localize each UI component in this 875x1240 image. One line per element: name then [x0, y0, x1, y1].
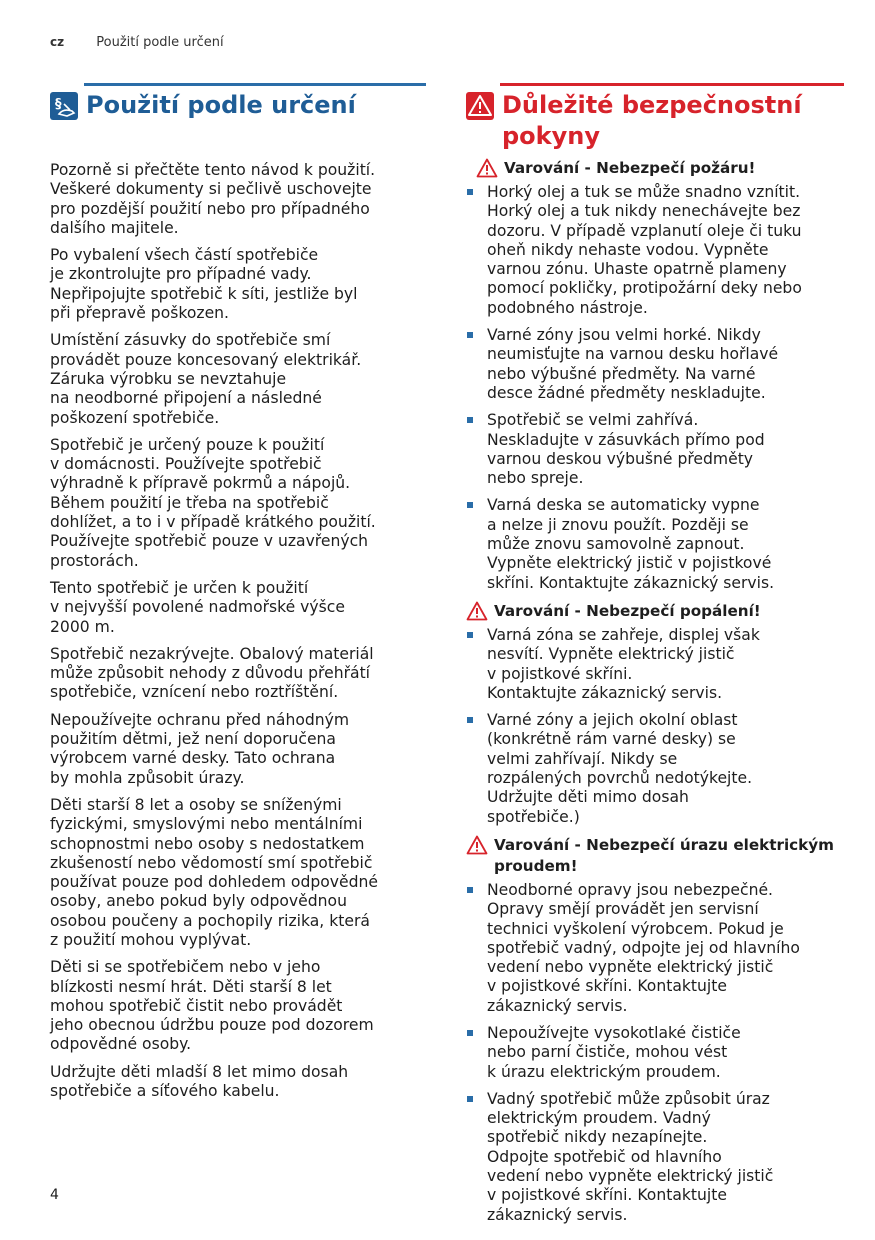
list-item: Nepoužívejte vysokotlaké čističe nebo parní čističe, mohou vést k úrazu elektrickým proudem.: [466, 1024, 844, 1082]
warning-triangle-icon: [476, 158, 498, 178]
list-item: Neodborné opravy jsou nebezpečné. Opravy smějí provádět jen servisní technici vyškolení výrobcem. Pokud je spotřebič vadný, odpojte jej od hlavního vedení nebo vypněte elektrický jistič v pojistkové skříni. Kontaktujte zákaznický servis.: [466, 881, 844, 1016]
page-header: [50, 35, 224, 50]
section-rule: [84, 83, 426, 86]
paragraph: Umístění zásuvky do spotřebiče smí provádět pouze koncesovaný elektrikář. Záruka výrobku se nevztahuje na neodborné připojení a následné poškození spotřebiče.: [50, 331, 362, 427]
warning-text: Varování - Nebezpečí požáru!: [504, 159, 756, 177]
list-item: Spotřebič se velmi zahřívá. Neskladujte v zásuvkách přímo pod varnou deskou výbušné předměty nebo spreje.: [466, 411, 844, 488]
warning-triangle-icon: [466, 92, 494, 120]
warning-text: Varování - Nebezpečí popálení!: [494, 601, 761, 620]
section-title: Důležité bezpečnostní pokyny: [502, 91, 802, 150]
running-title: Použití podle určení: [96, 35, 224, 50]
section-rule: [500, 83, 844, 86]
warning-electric-list: [466, 881, 844, 1225]
section-title: Použití podle určení: [86, 91, 356, 119]
usage-hand-icon: [50, 92, 78, 120]
warning-triangle-icon: [466, 601, 488, 621]
list-item: Varné zóny a jejich okolní oblast (konkrétně rám varné desky) se velmi zahřívají. Nikdy se rozpálených povrchů nedotýkejte. Udržujte děti mimo dosah spotřebiče.): [466, 711, 844, 827]
paragraph: Pozorně si přečtěte tento návod k použití. Veškeré dokumenty si pečlivě uschovejte pro pozdější použití nebo pro případného dalšího majitele.: [50, 161, 376, 237]
warning-electric: [466, 835, 844, 877]
page-number: 4: [50, 1187, 59, 1203]
paragraph: Děti si se spotřebičem nebo v jeho blízkosti nesmí hrát. Děti starší 8 let mohou spotřebič čistit nebo provádět jeho obecnou údržbu pouze pod dozorem odpovědné osoby.: [50, 958, 374, 1054]
list-item: Varná deska se automaticky vypne a nelze ji znovu použít. Později se může znovu samovolně zapnout. Vypněte elektrický jistič v pojistkové skříni. Kontaktujte zákaznický servis.: [466, 496, 844, 592]
warning-burn-list: [466, 626, 844, 827]
paragraph: Nepoužívejte ochranu před náhodným použitím dětmi, jež není doporučena výrobcem varné desky. Tato ochrana by mohla způsobit úrazy.: [50, 710, 350, 787]
warning-fire-list: [466, 183, 844, 593]
paragraph: Udržujte děti mladší 8 let mimo dosah spotřebiče a síťového kabelu.: [50, 1062, 349, 1101]
language-code: cz: [50, 35, 65, 49]
section-heading-usage: [50, 90, 426, 121]
svg-text:§: §: [55, 97, 62, 112]
left-column: [50, 83, 426, 1109]
warning-burn: [466, 601, 844, 622]
list-item: Varná zóna se zahřeje, displej však nesvítí. Vypněte elektrický jistič v pojistkové skříni. Kontaktujte zákaznický servis.: [466, 626, 844, 703]
paragraph: Tento spotřebič je určen k použití v nejvyšší povolené nadmořské výšce 2000 m.: [50, 578, 345, 636]
paragraph: Po vybalení všech částí spotřebiče je zkontrolujte pro případné vady. Nepřipojujte spotřebič k síti, jestliže byl při přepravě poškozen.: [50, 246, 358, 323]
right-column: [466, 83, 844, 1233]
section-heading-safety: [466, 90, 844, 152]
paragraph: Děti starší 8 let a osoby se sníženými fyzickými, smyslovými nebo mentálními schopnostmi nebo osoby s nedostatkem zkušeností nebo vědomostí smí spotřebič používat pouze pod dohledem odpovědné osoby, anebo pokud byly odpovědnou osobou poučeny a pochopily rizika, která z použití mohou vyplývat.: [50, 795, 379, 949]
warning-fire: [476, 158, 844, 179]
usage-paragraphs: [50, 161, 426, 1101]
list-item: Horký olej a tuk se může snadno vznítit. Horký olej a tuk nikdy nenechávejte bez dozoru. V případě vzplanutí oleje či tuku oheň nikdy nehaste vodou. Vypněte varnou zónu. Uhaste opatrně plameny pomocí pokličky, protipožární deky nebo podobného nástroje.: [466, 183, 844, 318]
warning-triangle-icon: [466, 835, 488, 855]
list-item: Varné zóny jsou velmi horké. Nikdy neumisťujte na varnou desku hořlavé nebo výbušné předměty. Na varné desce žádné předměty neskladujte.: [466, 326, 844, 403]
warning-text: Varování - Nebezpečí úrazu elektrickým proudem!: [494, 835, 835, 875]
paragraph: Spotřebič je určený pouze k použití v domácnosti. Používejte spotřebič výhradně k přípravě pokrmů a nápojů. Během použití je třeba na spotřebič dohlížet, a to i v případě krátkého použití. Používejte spotřebič pouze v uzavřených prostorách.: [50, 435, 376, 570]
paragraph: Spotřebič nezakrývejte. Obalový materiál může způsobit nehody z důvodu přehřátí spotřebiče, vznícení nebo roztříštění.: [50, 644, 374, 702]
list-item: Vadný spotřebič může způsobit úraz elektrickým proudem. Vadný spotřebič nikdy nezapínejte. Odpojte spotřebič od hlavního vedení nebo vypněte elektrický jistič v pojistkové skříni. Kontaktujte zákaznický servis.: [466, 1090, 844, 1225]
